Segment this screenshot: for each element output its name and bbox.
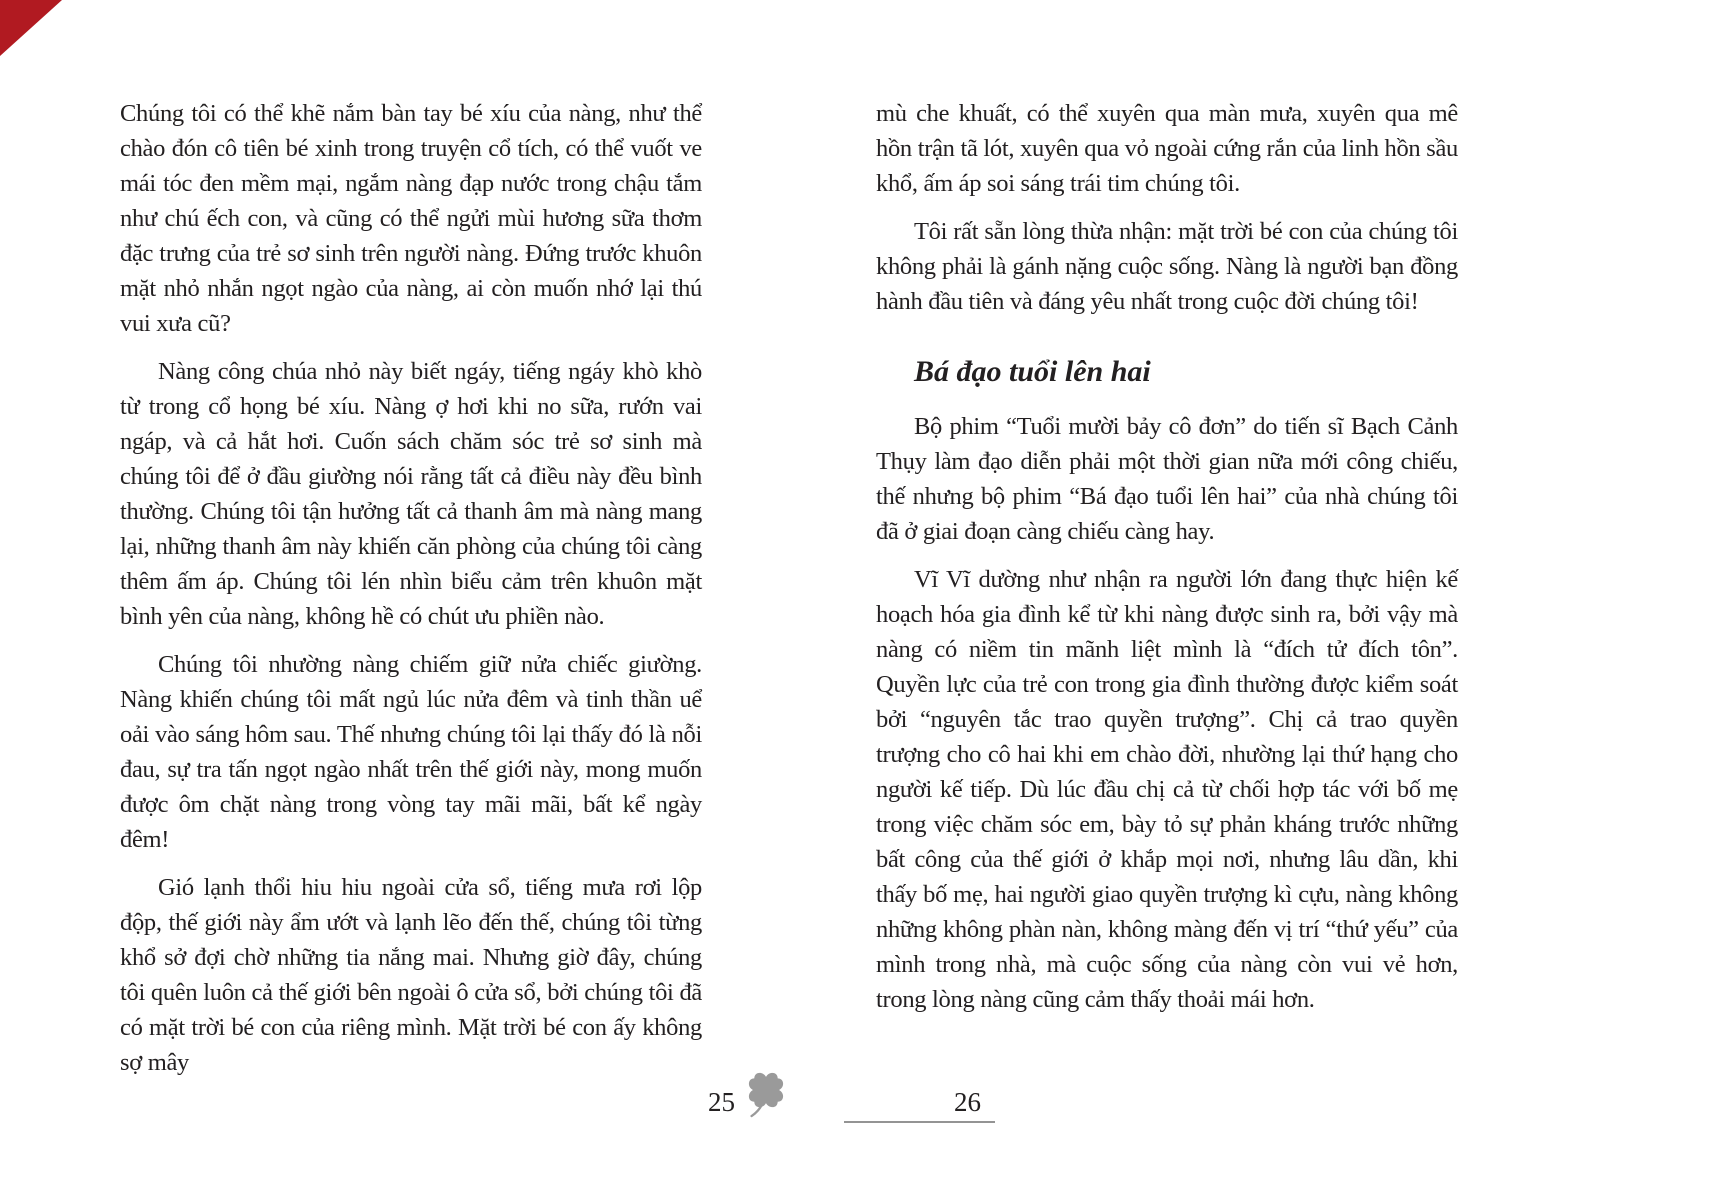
paragraph: Bộ phim “Tuổi mười bảy cô đơn” do tiến sĩ Bạch Cảnh Thụy làm đạo diễn phải một thời gian nữa mới công chiếu, thế nhưng bộ phim “Bá đạo tuổi lên hai” của nhà chúng tôi đã ở giai đoạn càng chiếu càng hay. bbox=[876, 413, 1458, 545]
corner-fold-decoration bbox=[0, 0, 62, 56]
section-heading: Bá đạo tuổi lên hai bbox=[914, 355, 1151, 388]
paragraph: Gió lạnh thổi hiu hiu ngoài cửa sổ, tiếng mưa rơi lộp độp, thế giới này ẩm ướt và lạnh lẽo đến thế, chúng tôi từng khổ sở đợi chờ những tia nắng mai. Nhưng giờ đây, chúng tôi quên luôn cả thế giới bên ngoài ô cửa sổ, bởi chúng tôi đã có mặt trời bé con của riêng mình. Mặt trời bé con ấy không sợ mây bbox=[120, 874, 702, 1076]
page-number-left: 25 bbox=[708, 1087, 735, 1117]
paragraph: Tôi rất sẵn lòng thừa nhận: mặt trời bé con của chúng tôi không phải là gánh nặng cuộc sống. Nàng là người bạn đồng hành đầu tiên và đáng yêu nhất trong cuộc đời chúng tôi! bbox=[876, 218, 1458, 315]
paragraph: Vĩ Vĩ dường như nhận ra người lớn đang thực hiện kế hoạch hóa gia đình kể từ khi nàng được sinh ra, bởi vậy mà nàng có niềm tin mãnh liệt mình là “đích tử đích tôn”. Quyền lực của trẻ con trong gia đình thường được kiểm soát bởi “nguyên tắc trao quyền trượng”. Chị cả trao quyền trượng cho cô hai khi em chào đời, nhường lại thứ hạng cho người kế tiếp. Dù lúc đầu chị cả từ chối hợp tác với bố mẹ trong việc chăm sóc em, bày tỏ sự phản kháng trước những bất công của thế giới ở khắp mọi nơi, nhưng lâu dần, khi thấy bố mẹ, hai người giao quyền trượng kì cựu, nàng không những không phàn nàn, không màng đến vị trí “thứ yếu” của mình trong nhà, mà cuộc sống của nàng còn vui vẻ hơn, trong lòng nàng cũng cảm thấy thoải mái hơn. bbox=[876, 566, 1458, 1013]
clover-icon bbox=[740, 1064, 792, 1123]
paragraph: mù che khuất, có thể xuyên qua màn mưa, xuyên qua mê hồn trận tã lót, xuyên qua vỏ ngoài cứng rắn của linh hồn sầu khổ, ấm áp soi sáng trái tim chúng tôi. bbox=[876, 100, 1458, 197]
right-page-text-column bbox=[876, 96, 1458, 1030]
footer-divider-rule bbox=[844, 1121, 995, 1123]
page-number-right: 26 bbox=[954, 1087, 981, 1117]
left-page-text-column bbox=[120, 96, 702, 1093]
paragraph: Chúng tôi có thể khẽ nắm bàn tay bé xíu của nàng, như thể chào đón cô tiên bé xinh trong truyện cổ tích, có thể vuốt ve mái tóc đen mềm mại, ngắm nàng đạp nước trong chậu tắm như chú ếch con, và cũng có thể ngửi mùi hương sữa thơm đặc trưng của trẻ sơ sinh trên người nàng. Đứng trước khuôn mặt nhỏ nhắn ngọt ngào của nàng, ai còn muốn nhớ lại thú vui xưa cũ? bbox=[120, 100, 702, 337]
paragraph: Nàng công chúa nhỏ này biết ngáy, tiếng ngáy khò khò từ trong cổ họng bé xíu. Nàng ợ hơi khi no sữa, rướn vai ngáp, và cả hắt hơi. Cuốn sách chăm sóc trẻ sơ sinh mà chúng tôi để ở đầu giường nói rằng tất cả điều này đều bình thường. Chúng tôi tận hưởng tất cả thanh âm mà nàng mang lại, những thanh âm này khiến căn phòng của chúng tôi càng thêm ấm áp. Chúng tôi lén nhìn biểu cảm trên khuôn mặt bình yên của nàng, không hề có chút ưu phiền nào. bbox=[120, 358, 702, 630]
paragraph: Chúng tôi nhường nàng chiếm giữ nửa chiếc giường. Nàng khiến chúng tôi mất ngủ lúc nửa đêm và tinh thần uể oải vào sáng hôm sau. Thế nhưng chúng tôi lại thấy đó là nỗi đau, sự tra tấn ngọt ngào nhất trên thế giới này, mong muốn được ôm chặt nàng trong vòng tay mãi mãi, bất kể ngày đêm! bbox=[120, 651, 702, 853]
